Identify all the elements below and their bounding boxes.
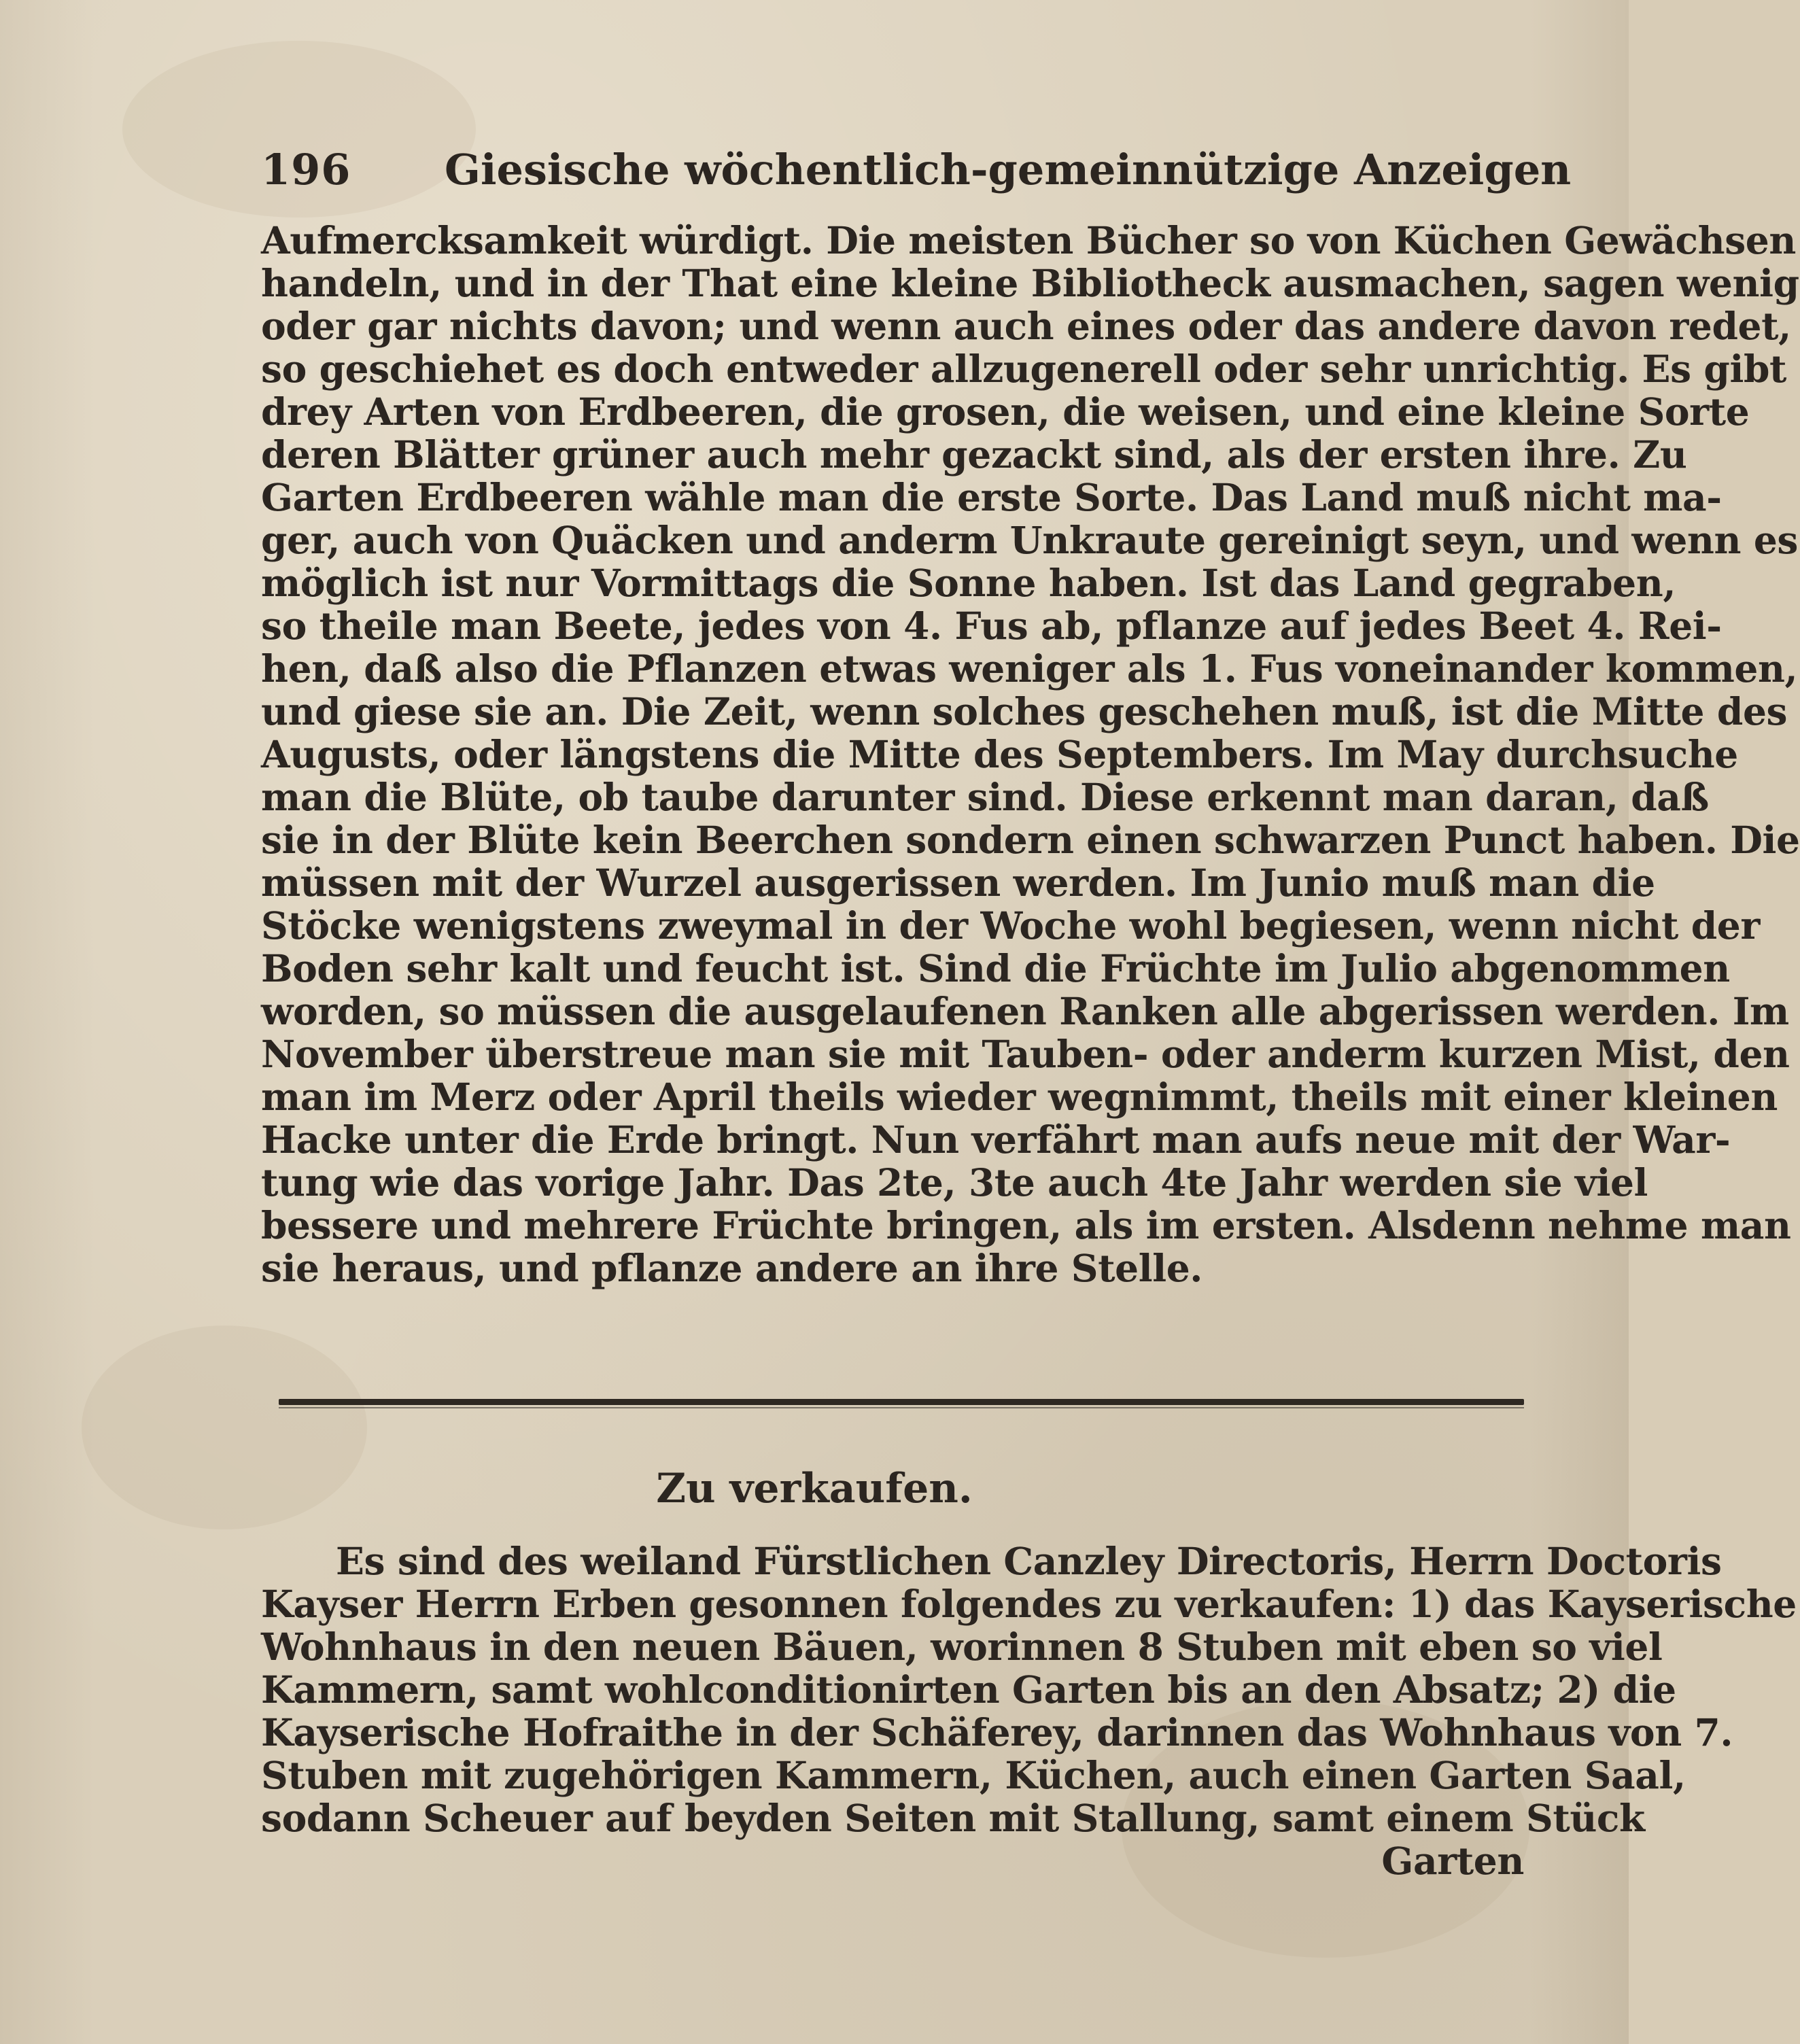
text-line: Kayser Herrn Erben gesonnen folgendes zu verkaufen: 1) das Kayserische [261,1582,1797,1626]
catchword: Garten [1381,1839,1524,1883]
text-line: November überstreue man sie mit Tauben- oder anderm kurzen Mist, den [261,1032,1790,1076]
page-header [261,143,1572,197]
text-line: sie heraus, und pflanze andere an ihre Stelle. [261,1246,1203,1290]
article-body-strawberries [261,218,1800,1290]
text-line: Hacke unter die Erde bringt. Nun verfährt man aufs neue mit der War- [261,1118,1731,1162]
text-line: und giese sie an. Die Zeit, wenn solches geschehen muß, ist die Mitte des [261,689,1788,733]
text-line: so theile man Beete, jedes von 4. Fus ab, pflanze auf jedes Beet 4. Rei- [261,604,1722,648]
text-line: deren Blätter grüner auch mehr gezackt sind, als der ersten ihre. Zu [261,432,1687,477]
text-line: worden, so müssen die ausgelaufenen Ranken alle abgerissen werden. Im [261,989,1789,1033]
text-line: Kayserische Hofraithe in der Schäferey, darinnen das Wohnhaus von 7. [261,1710,1733,1754]
text-line: man im Merz oder April theils wieder wegnimmt, theils mit einer kleinen [261,1075,1778,1119]
text-line: Boden sehr kalt und feucht ist. Sind die Früchte im Julio abgenommen [261,946,1730,990]
text-line: drey Arten von Erdbeeren, die grosen, die weisen, und eine kleine Sorte [261,389,1750,434]
text-line: man die Blüte, ob taube darunter sind. Diese erkennt man daran, daß [261,775,1709,819]
text-line: tung wie das vorige Jahr. Das 2te, 3te auch 4te Jahr werden sie viel [261,1160,1648,1205]
text-line: handeln, und in der That eine kleine Bibliotheck ausmachen, sagen wenig [261,261,1799,305]
section-divider-thin [279,1407,1524,1408]
text-line: sie in der Blüte kein Beerchen sondern einen schwarzen Punct haben. Die [261,818,1800,862]
text-line: Wohnhaus in den neuen Bäuen, worinnen 8 Stuben mit eben so viel [261,1625,1663,1669]
text-line: bessere und mehrere Früchte bringen, als im ersten. Alsdenn nehme man [261,1203,1791,1247]
article-body-for-sale [261,1539,1797,1883]
section-heading: Zu verkaufen. [656,1465,973,1512]
text-line: so geschiehet es doch entweder allzugenerell oder sehr unrichtig. Es gibt [261,347,1787,391]
running-title: Giesische wöchentlich-gemeinnützige Anzeigen [445,145,1572,194]
text-line: Stuben mit zugehörigen Kammern, Küchen, auch einen Garten Saal, [261,1753,1686,1797]
section-divider [279,1399,1524,1405]
text-line: oder gar nichts davon; und wenn auch eines oder das andere davon redet, [261,304,1791,348]
text-line: möglich ist nur Vormittags die Sonne haben. Ist das Land gegraben, [261,561,1676,605]
text-line: Aufmercksamkeit würdigt. Die meisten Bücher so von Küchen Gewächsen [261,218,1796,262]
text-line: sodann Scheuer auf beyden Seiten mit Stallung, samt einem Stück [261,1796,1645,1840]
text-line: müssen mit der Wurzel ausgerissen werden. Im Junio muß man die [261,861,1655,905]
text-line: Stöcke wenigstens zweymal in der Woche wohl begiesen, wenn nicht der [261,903,1760,948]
text-line: hen, daß also die Pflanzen etwas weniger als 1. Fus voneinander kommen, [261,646,1798,691]
page-number: 196 [261,145,351,194]
text-line: Es sind des weiland Fürstlichen Canzley Directoris, Herrn Doctoris [336,1539,1722,1583]
text-line: Kammern, samt wohlconditionirten Garten bis an den Absatz; 2) die [261,1667,1676,1712]
text-line: ger, auch von Quäcken und anderm Unkraute gereinigt seyn, und wenn es [261,518,1798,562]
text-line: Garten Erdbeeren wähle man die erste Sorte. Das Land muß nicht ma- [261,475,1722,519]
text-line: Augusts, oder längstens die Mitte des Septembers. Im May durchsuche [261,732,1738,776]
